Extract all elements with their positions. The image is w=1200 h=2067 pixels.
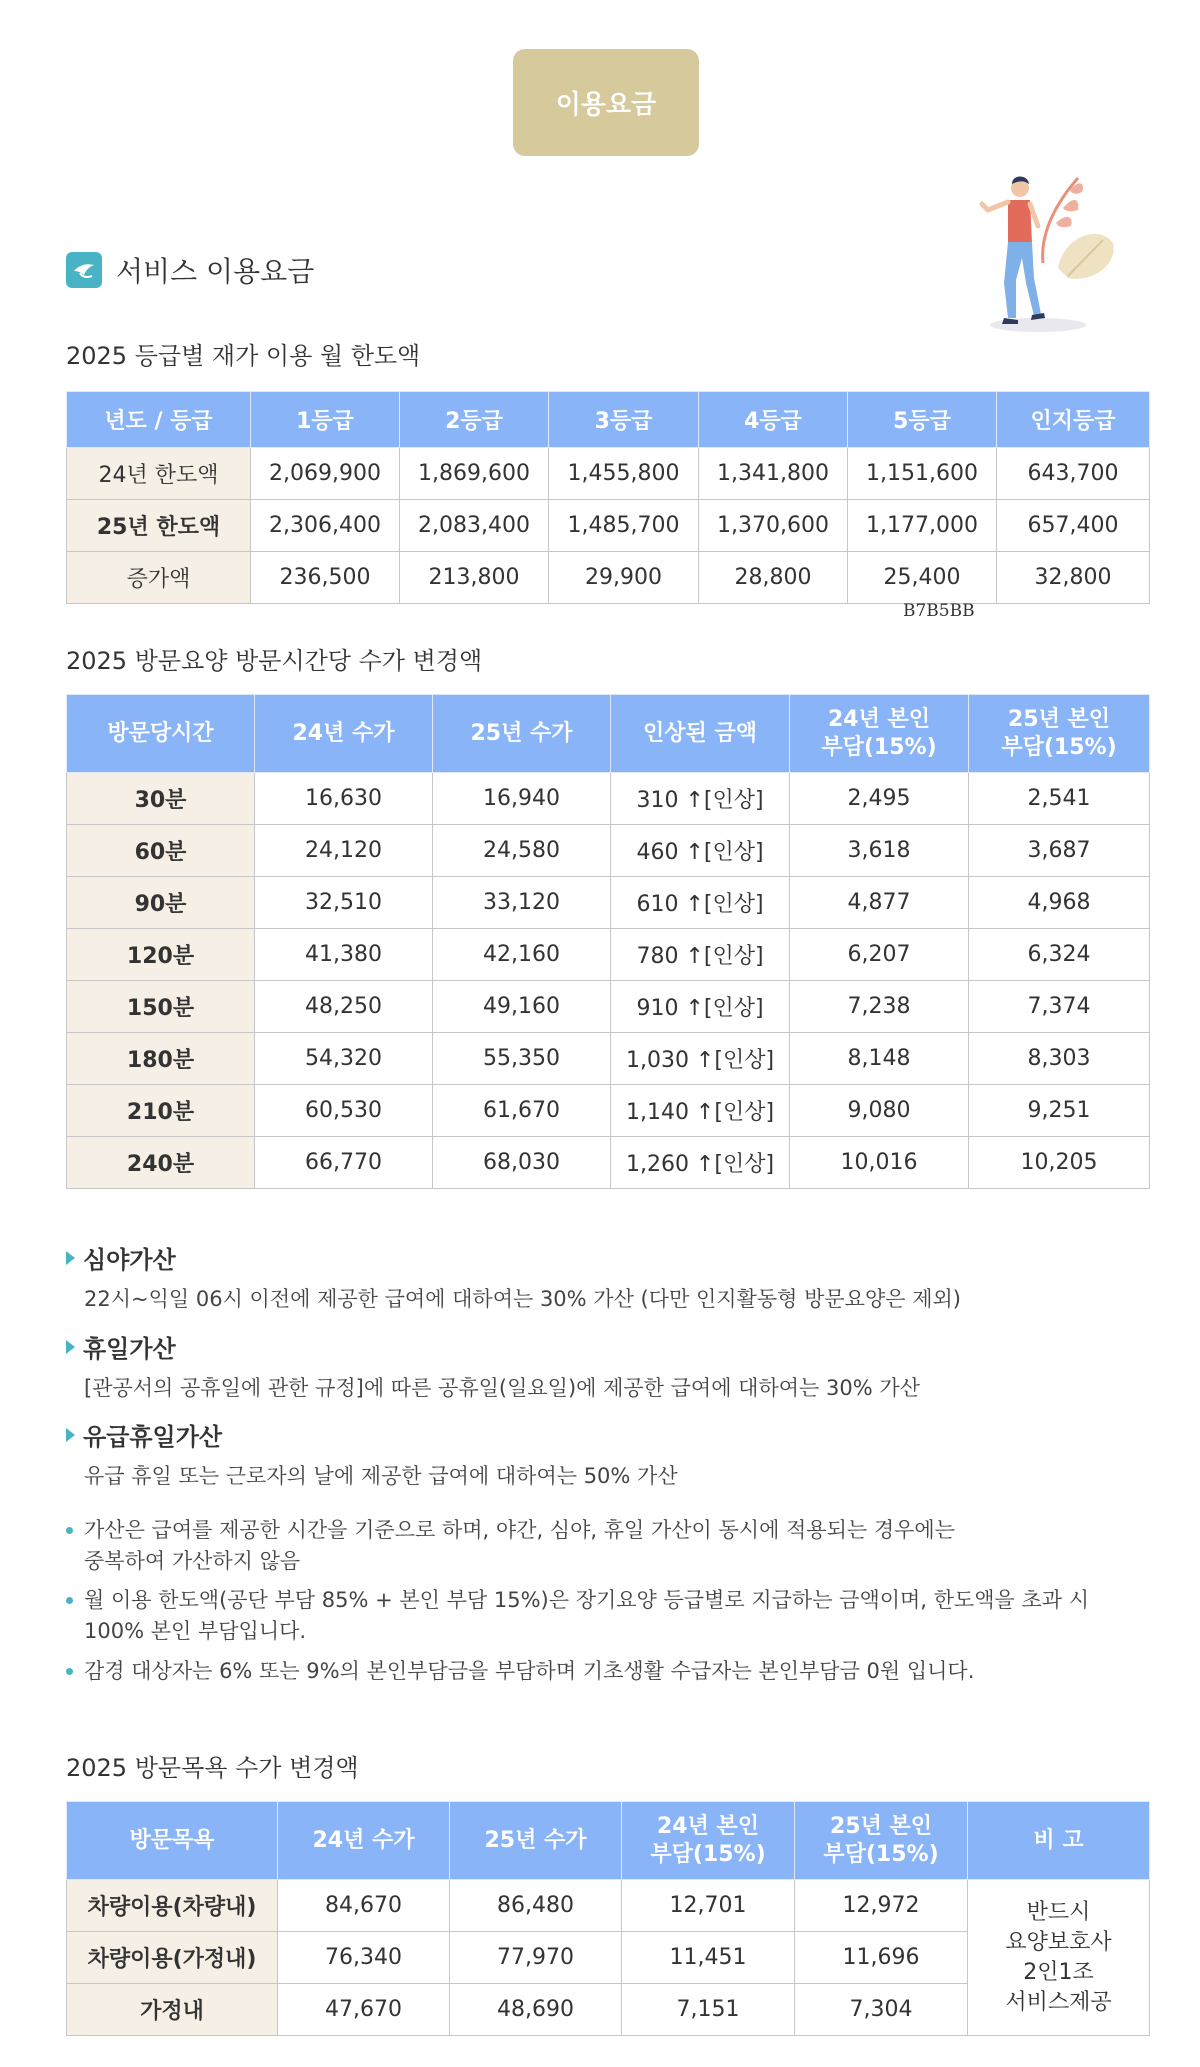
row-header: 120분 bbox=[67, 929, 255, 981]
table-cell: 460 ↑[인상] bbox=[611, 825, 790, 877]
table-cell: 12,972 bbox=[795, 1880, 968, 1932]
note-item bbox=[66, 1585, 1156, 1647]
table-cell: 6,207 bbox=[790, 929, 969, 981]
note-line: 감경 대상자는 6% 또는 9%의 본인부담금을 부담하며 기초생활 수급자는 본인부담금 0원 입니다. bbox=[84, 1659, 975, 1683]
table-row bbox=[67, 1880, 1150, 1932]
table-cell: 780 ↑[인상] bbox=[611, 929, 790, 981]
table-cell: 236,500 bbox=[251, 552, 400, 604]
triangle-bullet-icon bbox=[66, 1428, 75, 1442]
table-cell: 2,495 bbox=[790, 773, 969, 825]
table-row bbox=[67, 825, 1150, 877]
table-header-row bbox=[67, 392, 1150, 448]
dot-bullet-icon bbox=[66, 1597, 73, 1604]
surcharge-title-text: 유급휴일가산 bbox=[83, 1423, 223, 1451]
table-cell: 910 ↑[인상] bbox=[611, 981, 790, 1033]
table-cell: 11,696 bbox=[795, 1932, 968, 1984]
table-row bbox=[67, 500, 1150, 552]
surcharge-paid-holiday bbox=[66, 1417, 678, 1490]
title-button[interactable]: 이용요금 bbox=[513, 49, 699, 156]
table-cell: 84,670 bbox=[278, 1880, 450, 1932]
triangle-bullet-icon bbox=[66, 1251, 75, 1265]
dot-bullet-icon bbox=[66, 1527, 73, 1534]
dot-bullet-icon bbox=[66, 1668, 73, 1675]
section-title: 서비스 이용요금 bbox=[116, 255, 315, 288]
table-cell: 60,530 bbox=[255, 1085, 433, 1137]
row-header: 210분 bbox=[67, 1085, 255, 1137]
table-cell: 3,618 bbox=[790, 825, 969, 877]
table-cell: 1,151,600 bbox=[848, 448, 997, 500]
table-cell: 213,800 bbox=[400, 552, 549, 604]
table-cell: 7,304 bbox=[795, 1984, 968, 2036]
remark-line: 요양보호사 bbox=[1005, 1929, 1112, 1955]
table-row bbox=[67, 552, 1150, 604]
table-row bbox=[67, 1033, 1150, 1085]
table-cell: 1,177,000 bbox=[848, 500, 997, 552]
table-cell: 6,324 bbox=[969, 929, 1150, 981]
column-header: 방문당시간 bbox=[67, 695, 255, 773]
table-row bbox=[67, 1085, 1150, 1137]
row-header: 180분 bbox=[67, 1033, 255, 1085]
surcharge-title bbox=[66, 1417, 678, 1452]
note-line: 중복하여 가산하지 않음 bbox=[84, 1549, 301, 1573]
row-header: 240분 bbox=[67, 1137, 255, 1189]
row-header: 24년 한도액 bbox=[67, 448, 251, 500]
column-header: 년도 / 등급 bbox=[67, 392, 251, 448]
section-header bbox=[66, 250, 314, 290]
stray-color-code-text: B7B5BB bbox=[903, 601, 975, 621]
table-row bbox=[67, 1137, 1150, 1189]
remark-line: 반드시 bbox=[1026, 1899, 1091, 1925]
table3-heading: 2025 방문목욕 수가 변경액 bbox=[66, 1754, 359, 1782]
table-cell: 4,877 bbox=[790, 877, 969, 929]
table-header-row bbox=[67, 695, 1150, 773]
row-header: 90분 bbox=[67, 877, 255, 929]
table-row bbox=[67, 773, 1150, 825]
table-cell: 310 ↑[인상] bbox=[611, 773, 790, 825]
column-header: 인지등급 bbox=[997, 392, 1150, 448]
table-cell: 2,069,900 bbox=[251, 448, 400, 500]
table-cell: 2,541 bbox=[969, 773, 1150, 825]
row-header: 30분 bbox=[67, 773, 255, 825]
note-item bbox=[66, 1656, 1156, 1687]
column-header: 비 고 bbox=[968, 1802, 1150, 1880]
table-cell: 28,800 bbox=[699, 552, 848, 604]
column-header: 4등급 bbox=[699, 392, 848, 448]
table1-heading: 2025 등급별 재가 이용 월 한도액 bbox=[66, 342, 421, 370]
row-header: 60분 bbox=[67, 825, 255, 877]
visit-bath-fee-table bbox=[66, 1801, 1150, 2036]
remark-cell bbox=[968, 1880, 1150, 2036]
table-cell: 643,700 bbox=[997, 448, 1150, 500]
surcharge-title-text: 심야가산 bbox=[83, 1246, 176, 1274]
row-header: 가정내 bbox=[67, 1984, 278, 2036]
row-header: 차량이용(차량내) bbox=[67, 1880, 278, 1932]
column-header: 25년 본인 부담(15%) bbox=[795, 1802, 968, 1880]
table-cell: 7,238 bbox=[790, 981, 969, 1033]
table-cell: 76,340 bbox=[278, 1932, 450, 1984]
column-header: 3등급 bbox=[549, 392, 699, 448]
table-cell: 49,160 bbox=[433, 981, 611, 1033]
table-header-row bbox=[67, 1802, 1150, 1880]
note-line: 가산은 급여를 제공한 시간을 기준으로 하며, 야간, 심야, 휴일 가산이 동시에 적용되는 경우에는 bbox=[84, 1518, 955, 1542]
surcharge-title-text: 휴일가산 bbox=[83, 1335, 176, 1363]
column-header: 방문목욕 bbox=[67, 1802, 278, 1880]
column-header: 24년 수가 bbox=[278, 1802, 450, 1880]
column-header: 24년 수가 bbox=[255, 695, 433, 773]
remark-line: 서비스제공 bbox=[1005, 1989, 1112, 2015]
table-cell: 1,485,700 bbox=[549, 500, 699, 552]
table-cell: 7,151 bbox=[622, 1984, 795, 2036]
table-cell: 55,350 bbox=[433, 1033, 611, 1085]
table-cell: 1,030 ↑[인상] bbox=[611, 1033, 790, 1085]
column-header: 24년 본인 부담(15%) bbox=[622, 1802, 795, 1880]
note-line: 월 이용 한도액(공단 부담 85% + 본인 부담 15%)은 장기요양 등급별로 지급하는 금액이며, 한도액을 초과 시 bbox=[84, 1588, 1090, 1612]
table-cell: 10,205 bbox=[969, 1137, 1150, 1189]
table-row bbox=[67, 448, 1150, 500]
table-cell: 32,800 bbox=[997, 552, 1150, 604]
table-row bbox=[67, 929, 1150, 981]
table-cell: 16,940 bbox=[433, 773, 611, 825]
table-cell: 29,900 bbox=[549, 552, 699, 604]
monthly-limit-table bbox=[66, 391, 1150, 604]
table-cell: 12,701 bbox=[622, 1880, 795, 1932]
table-cell: 1,370,600 bbox=[699, 500, 848, 552]
table-cell: 7,374 bbox=[969, 981, 1150, 1033]
table-cell: 48,690 bbox=[450, 1984, 622, 2036]
row-header: 150분 bbox=[67, 981, 255, 1033]
table-cell: 2,306,400 bbox=[251, 500, 400, 552]
column-header: 2등급 bbox=[400, 392, 549, 448]
row-header: 25년 한도액 bbox=[67, 500, 251, 552]
surcharge-night bbox=[66, 1240, 961, 1313]
surcharge-holiday bbox=[66, 1329, 920, 1402]
surcharge-desc: [관공서의 공휴일에 관한 규정]에 따른 공휴일(일요일)에 제공한 급여에 대하여는 30% 가산 bbox=[84, 1376, 920, 1400]
table-cell: 77,970 bbox=[450, 1932, 622, 1984]
note-line: 100% 본인 부담입니다. bbox=[84, 1619, 307, 1643]
section-bird-icon bbox=[66, 252, 102, 288]
note-item bbox=[66, 1515, 1156, 1577]
surcharge-desc: 유급 휴일 또는 근로자의 날에 제공한 급여에 대하여는 50% 가산 bbox=[84, 1464, 678, 1488]
table-cell: 41,380 bbox=[255, 929, 433, 981]
surcharge-title bbox=[66, 1329, 920, 1364]
table-cell: 24,120 bbox=[255, 825, 433, 877]
table-cell: 68,030 bbox=[433, 1137, 611, 1189]
column-header: 24년 본인 부담(15%) bbox=[790, 695, 969, 773]
column-header: 5등급 bbox=[848, 392, 997, 448]
table-cell: 61,670 bbox=[433, 1085, 611, 1137]
table-cell: 47,670 bbox=[278, 1984, 450, 2036]
table-cell: 25,400 bbox=[848, 552, 997, 604]
table-cell: 32,510 bbox=[255, 877, 433, 929]
table-cell: 8,303 bbox=[969, 1033, 1150, 1085]
table-cell: 1,140 ↑[인상] bbox=[611, 1085, 790, 1137]
table-cell: 11,451 bbox=[622, 1932, 795, 1984]
table-cell: 2,083,400 bbox=[400, 500, 549, 552]
column-header: 25년 본인 부담(15%) bbox=[969, 695, 1150, 773]
table-cell: 9,251 bbox=[969, 1085, 1150, 1137]
column-header: 1등급 bbox=[251, 392, 400, 448]
table-cell: 3,687 bbox=[969, 825, 1150, 877]
table-cell: 1,455,800 bbox=[549, 448, 699, 500]
table-cell: 4,968 bbox=[969, 877, 1150, 929]
table-cell: 9,080 bbox=[790, 1085, 969, 1137]
remark-line: 2인1조 bbox=[1023, 1959, 1094, 1985]
row-header: 차량이용(가정내) bbox=[67, 1932, 278, 1984]
table-cell: 24,580 bbox=[433, 825, 611, 877]
table-cell: 657,400 bbox=[997, 500, 1150, 552]
table-row bbox=[67, 877, 1150, 929]
triangle-bullet-icon bbox=[66, 1340, 75, 1354]
table-cell: 1,260 ↑[인상] bbox=[611, 1137, 790, 1189]
column-header: 인상된 금액 bbox=[611, 695, 790, 773]
table-row bbox=[67, 981, 1150, 1033]
table-cell: 33,120 bbox=[433, 877, 611, 929]
table-cell: 10,016 bbox=[790, 1137, 969, 1189]
person-with-leaves-illustration bbox=[968, 168, 1118, 333]
table-cell: 1,341,800 bbox=[699, 448, 848, 500]
table-cell: 610 ↑[인상] bbox=[611, 877, 790, 929]
surcharge-title bbox=[66, 1240, 961, 1275]
table-cell: 48,250 bbox=[255, 981, 433, 1033]
table-cell: 66,770 bbox=[255, 1137, 433, 1189]
table-cell: 42,160 bbox=[433, 929, 611, 981]
table-cell: 16,630 bbox=[255, 773, 433, 825]
surcharge-desc: 22시~익일 06시 이전에 제공한 급여에 대하여는 30% 가산 (다만 인지활동형 방문요양은 제외) bbox=[84, 1287, 961, 1311]
column-header: 25년 수가 bbox=[433, 695, 611, 773]
visit-care-fee-table bbox=[66, 694, 1150, 1189]
table-cell: 54,320 bbox=[255, 1033, 433, 1085]
table2-heading: 2025 방문요양 방문시간당 수가 변경액 bbox=[66, 647, 483, 675]
table-cell: 1,869,600 bbox=[400, 448, 549, 500]
row-header: 증가액 bbox=[67, 552, 251, 604]
table-cell: 86,480 bbox=[450, 1880, 622, 1932]
column-header: 25년 수가 bbox=[450, 1802, 622, 1880]
table-cell: 8,148 bbox=[790, 1033, 969, 1085]
